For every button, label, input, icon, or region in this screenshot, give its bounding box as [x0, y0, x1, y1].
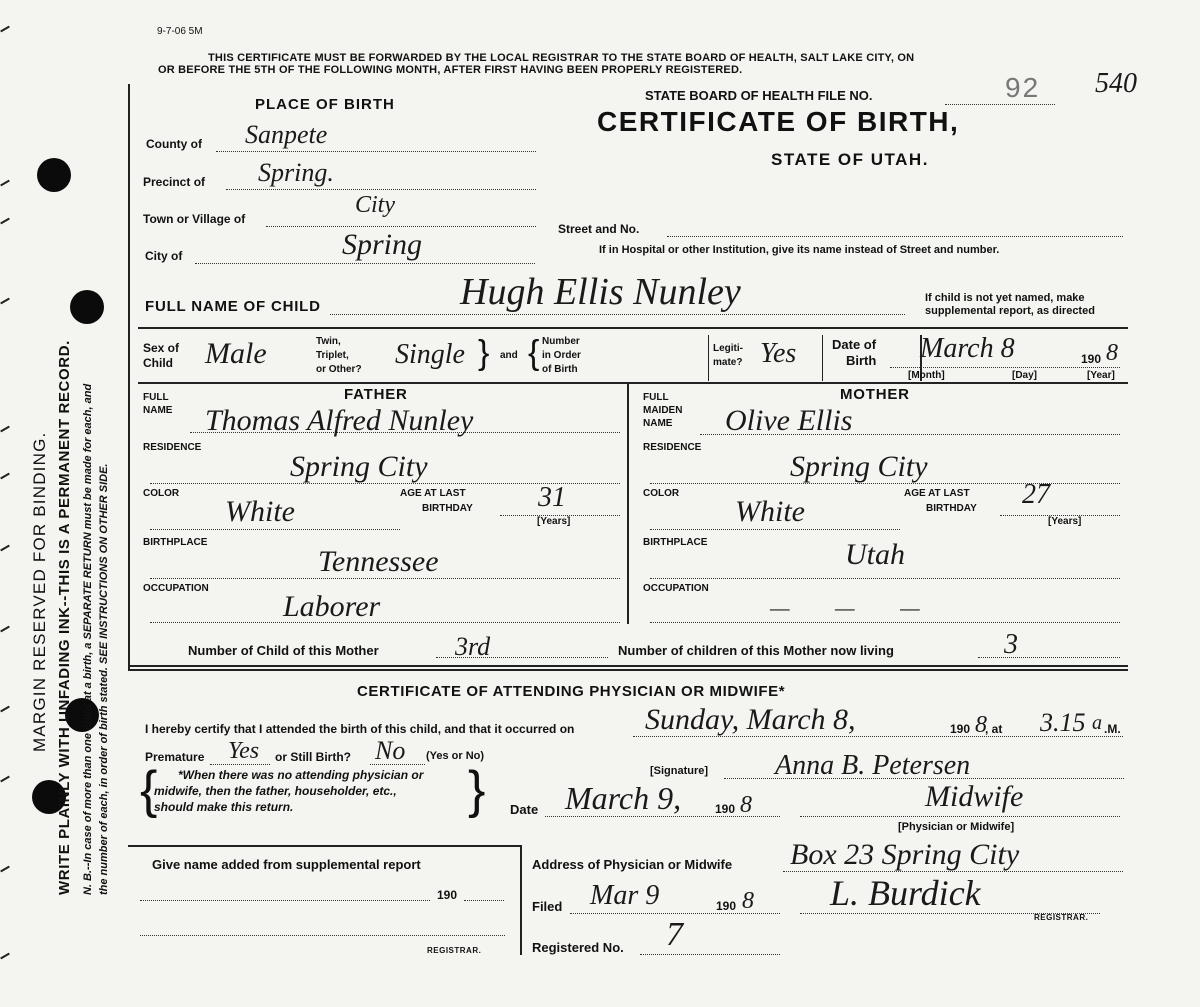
physician-note-3: should make this return.: [154, 800, 294, 814]
address-label: Address of Physician or Midwife: [532, 857, 733, 872]
town-label: Town or Village of: [143, 212, 246, 226]
margin-reserved-text: MARGIN RESERVED FOR BINDING.: [30, 431, 49, 752]
father-birthplace-label: BIRTHPLACE: [143, 537, 208, 548]
file-number: 92: [1005, 72, 1041, 103]
physician-heading: CERTIFICATE OF ATTENDING PHYSICIAN OR MIDWIFE*: [357, 683, 786, 700]
county-label: County of: [146, 137, 202, 151]
premature-value: Yes: [228, 738, 260, 764]
margin-note-2: the number of each, in order of birth stated. SEE INSTRUCTIONS ON OTHER SIDE.: [98, 463, 110, 895]
still-birth-value: No: [375, 736, 406, 765]
father-full-label-1: FULL: [143, 392, 169, 403]
order-label-2: in Order: [542, 350, 581, 361]
filed-year-prefix: 190: [716, 899, 737, 913]
twin-label-3: or Other?: [316, 364, 362, 375]
order-label-1: Number: [542, 336, 580, 347]
father-residence-label: RESIDENCE: [143, 442, 202, 453]
registrar-signature: L. Burdick: [830, 873, 981, 913]
order-label-3: of Birth: [542, 364, 578, 375]
supplemental-label: Give name added from supplemental report: [152, 857, 421, 872]
father-birthplace: Tennessee: [318, 545, 439, 578]
sex-label-2: Child: [143, 356, 173, 370]
dob-year-suffix: 8: [1106, 340, 1118, 366]
mother-heading: MOTHER: [840, 386, 910, 403]
filed-date: Mar 9: [590, 880, 660, 911]
header-notice-1: THIS CERTIFICATE MUST BE FORWARDED BY THE LOCAL REGISTRAR TO THE STATE BOARD OF HEALTH, SALT LAKE CITY, ON: [208, 52, 915, 64]
mother-full-label-2: MAIDEN: [643, 405, 683, 416]
father-age: 31: [538, 482, 566, 513]
unnamed-note-2: supplemental report, as directed: [925, 305, 1095, 317]
dob-label-2: Birth: [846, 353, 877, 368]
month-label: [Month]: [908, 370, 945, 381]
mother-years-label: [Years]: [1048, 516, 1082, 527]
file-annotation: 540: [1095, 68, 1137, 99]
mother-full-label-3: NAME: [643, 418, 673, 429]
precinct-label: Precinct of: [143, 175, 206, 189]
certificate-title: CERTIFICATE OF BIRTH,: [597, 106, 960, 137]
child-full-name: Hugh Ellis Nunley: [460, 271, 741, 313]
dob-label-1: Date of: [832, 337, 877, 352]
punch-hole-upper: [70, 290, 104, 324]
father-years-label: [Years]: [537, 516, 571, 527]
occurred-date: Sunday, March 8,: [645, 703, 856, 736]
certificate-page: MARGIN RESERVED FOR BINDING. WRITE PLAINLY WITH UNFADING INK--THIS IS A PERMANENT RECORD. N. B.--In case of more than one child at a birth, a SEPARATE RETURN must be made for each, and the number of each, in order of birth stated. SEE INSTRUCTIONS ON OTHER SIDE. 9-7-06 5M THIS CERTIFICATE MUST BE FORWARDED BY THE LOCAL REGISTRAR TO THE STATE BOARD OF HEALTH, SALT LAKE CITY, ON OR BEFORE THE 5TH OF THE FOLLOWING MONTH, AFTER FIRST HAVING BEEN PROPERLY REGISTERED. STATE BOARD OF HEALTH FILE NO. 92 540 CERTIFICATE OF BIRTH, STATE OF UTAH. PLACE OF BIRTH County of Sanpete Precinct of Spring. Town or Village of City City of Spring Street and No. If in Hospital or other Institution, give its name instead of Street and number. FULL NAME OF CHILD Hugh Ellis Nunley If child is not yet named, make supplemental report, as directed Sex of Child Male Twin, Triplet, or Other? Single } and { Number in Order of Birth Legiti- mate? Yes Date of Birth March 8 190 8 [Month] [Day] [Year] FATHER FULL NAME Thomas Alfred Nunley RESIDENCE Spring City COLOR White AGE AT LAST BIRTHDAY 31 [Years] BIRTHPLACE Tennessee OCCUPATION Laborer MOTHER FULL MAIDEN NAME Olive Ellis RESIDENCE Spring City COLOR White AGE AT LAST BIRTHDAY 27 [Years] BIRTHPLACE Utah OCCUPATION — — — Number of Child of this Mother 3rd Number of children of this Mother now living 3 CERTIFICATE OF ATTENDING PHYSICIAN OR MIDWIFE* I hereby certify that I attended the birth of this child, and that it occurred on Sunday, March 8, 190 8 , at 3.15 a .M. Premature Yes or Still Birth? No (Yes or No) { } *When there was no attending physician or midwife, then the father, householder, etc., should make this return. [Signature] Anna B. Petersen Date March 9, 190 8 Midwife [Physician or Midwife] Give name added from supplemental report 190 REGISTRAR. Address of Physician or Midwife Box 23 Spring City Filed Mar 9 190 8 L. Burdick REGISTRAR. Registered No. 7: [0, 0, 1200, 1007]
father-occupation: Laborer: [283, 590, 381, 623]
father-occupation-label: OCCUPATION: [143, 583, 209, 594]
physician-note-1: *When there was no attending physician or: [178, 768, 424, 782]
mother-age-label-2: BIRTHDAY: [926, 503, 977, 514]
header-notice-2: OR BEFORE THE 5TH OF THE FOLLOWING MONTH, AFTER FIRST HAVING BEEN PROPERLY REGISTERED.: [158, 64, 743, 76]
date-label: Date: [510, 802, 539, 817]
county-value: Sanpete: [245, 120, 328, 149]
twin-label-2: Triplet,: [316, 350, 349, 361]
registrar-label: REGISTRAR.: [1034, 913, 1089, 922]
year-label: [Year]: [1087, 370, 1115, 381]
father-heading: FATHER: [344, 386, 408, 403]
punch-hole-top: [37, 158, 71, 192]
physician-role: Midwife: [925, 780, 1024, 813]
father-name: Thomas Alfred Nunley: [205, 404, 474, 437]
physician-note-2: midwife, then the father, householder, etc.,: [154, 784, 397, 798]
yes-no-label: (Yes or No): [426, 750, 485, 762]
at-label: , at: [985, 722, 1003, 736]
date-year-suffix: 8: [740, 792, 752, 818]
certify-text: I hereby certify that I attended the birth of this child, and that it occurred on: [145, 722, 575, 736]
mother-color: White: [735, 495, 805, 528]
supplemental-year-prefix: 190: [437, 888, 458, 902]
physician-signature: Anna B. Petersen: [775, 750, 971, 781]
mother-birthplace: Utah: [845, 538, 905, 571]
dob-year-prefix: 190: [1081, 352, 1102, 366]
unnamed-note-1: If child is not yet named, make: [925, 292, 1085, 304]
twin-label-1: Twin,: [316, 336, 341, 347]
city-value: Spring: [342, 228, 423, 261]
children-living: 3: [1004, 629, 1018, 660]
mother-birthplace-label: BIRTHPLACE: [643, 537, 708, 548]
town-value: City: [355, 192, 395, 218]
still-birth-label: or Still Birth?: [275, 750, 351, 764]
occurred-time-suffix: .M.: [1104, 722, 1121, 736]
supplemental-registrar-label: REGISTRAR.: [427, 946, 482, 955]
mother-residence-label: RESIDENCE: [643, 442, 702, 453]
margin-write-text: WRITE PLAINLY WITH UNFADING INK--THIS IS A PERMANENT RECORD.: [56, 340, 73, 895]
mother-occupation: — — —: [770, 595, 940, 620]
full-name-label: FULL NAME OF CHILD: [145, 298, 321, 315]
legit-value: Yes: [760, 338, 797, 369]
twin-value: Single: [395, 339, 465, 370]
premature-label: Premature: [145, 750, 205, 764]
children-living-label: Number of children of this Mother now living: [618, 643, 894, 658]
legit-label-1: Legiti-: [713, 343, 743, 354]
mother-age: 27: [1022, 479, 1050, 510]
mother-name: Olive Ellis: [725, 404, 853, 437]
father-full-label-2: NAME: [143, 405, 173, 416]
mother-residence: Spring City: [790, 450, 928, 483]
mother-full-label-1: FULL: [643, 392, 669, 403]
filed-year-suffix: 8: [742, 888, 754, 914]
father-residence: Spring City: [290, 450, 428, 483]
number-of-child-label: Number of Child of this Mother: [188, 643, 379, 658]
file-number-label: STATE BOARD OF HEALTH FILE NO.: [645, 88, 873, 103]
father-age-label-2: BIRTHDAY: [422, 503, 473, 514]
father-color-label: COLOR: [143, 488, 180, 499]
place-of-birth-heading: PLACE OF BIRTH: [255, 96, 395, 113]
occurred-year-suffix: 8: [975, 712, 987, 738]
dob-value: March 8: [920, 333, 1015, 364]
role-label: [Physician or Midwife]: [898, 821, 1015, 833]
form-code: 9-7-06 5M: [157, 26, 203, 37]
registered-number: 7: [666, 916, 683, 953]
street-label: Street and No.: [558, 222, 640, 236]
father-age-label-1: AGE AT LAST: [400, 488, 466, 499]
mother-color-label: COLOR: [643, 488, 680, 499]
filed-label: Filed: [532, 899, 563, 914]
and-label: and: [500, 350, 518, 361]
date-value: March 9,: [565, 780, 682, 816]
occurred-time-suffix-hw: a: [1092, 712, 1102, 734]
sex-label-1: Sex of: [143, 341, 180, 355]
city-label: City of: [145, 249, 183, 263]
state-label: STATE OF UTAH.: [771, 150, 929, 169]
legit-label-2: mate?: [713, 357, 743, 368]
sex-value: Male: [205, 337, 267, 370]
day-label: [Day]: [1012, 370, 1038, 381]
hospital-note: If in Hospital or other Institution, give its name instead of Street and number.: [599, 244, 1000, 256]
mother-age-label-1: AGE AT LAST: [904, 488, 970, 499]
physician-address: Box 23 Spring City: [790, 838, 1020, 871]
number-of-child: 3rd: [455, 632, 491, 661]
margin-note-1: N. B.--In case of more than one child at a birth, a SEPARATE RETURN must be made for each, and: [82, 383, 94, 895]
mother-occupation-label: OCCUPATION: [643, 583, 709, 594]
occurred-year-prefix: 190: [950, 722, 971, 736]
signature-label: [Signature]: [650, 765, 709, 777]
date-year-prefix: 190: [715, 802, 736, 816]
registered-label: Registered No.: [532, 940, 624, 955]
precinct-value: Spring.: [258, 158, 334, 187]
father-color: White: [225, 495, 295, 528]
occurred-time: 3.15: [1040, 708, 1086, 737]
